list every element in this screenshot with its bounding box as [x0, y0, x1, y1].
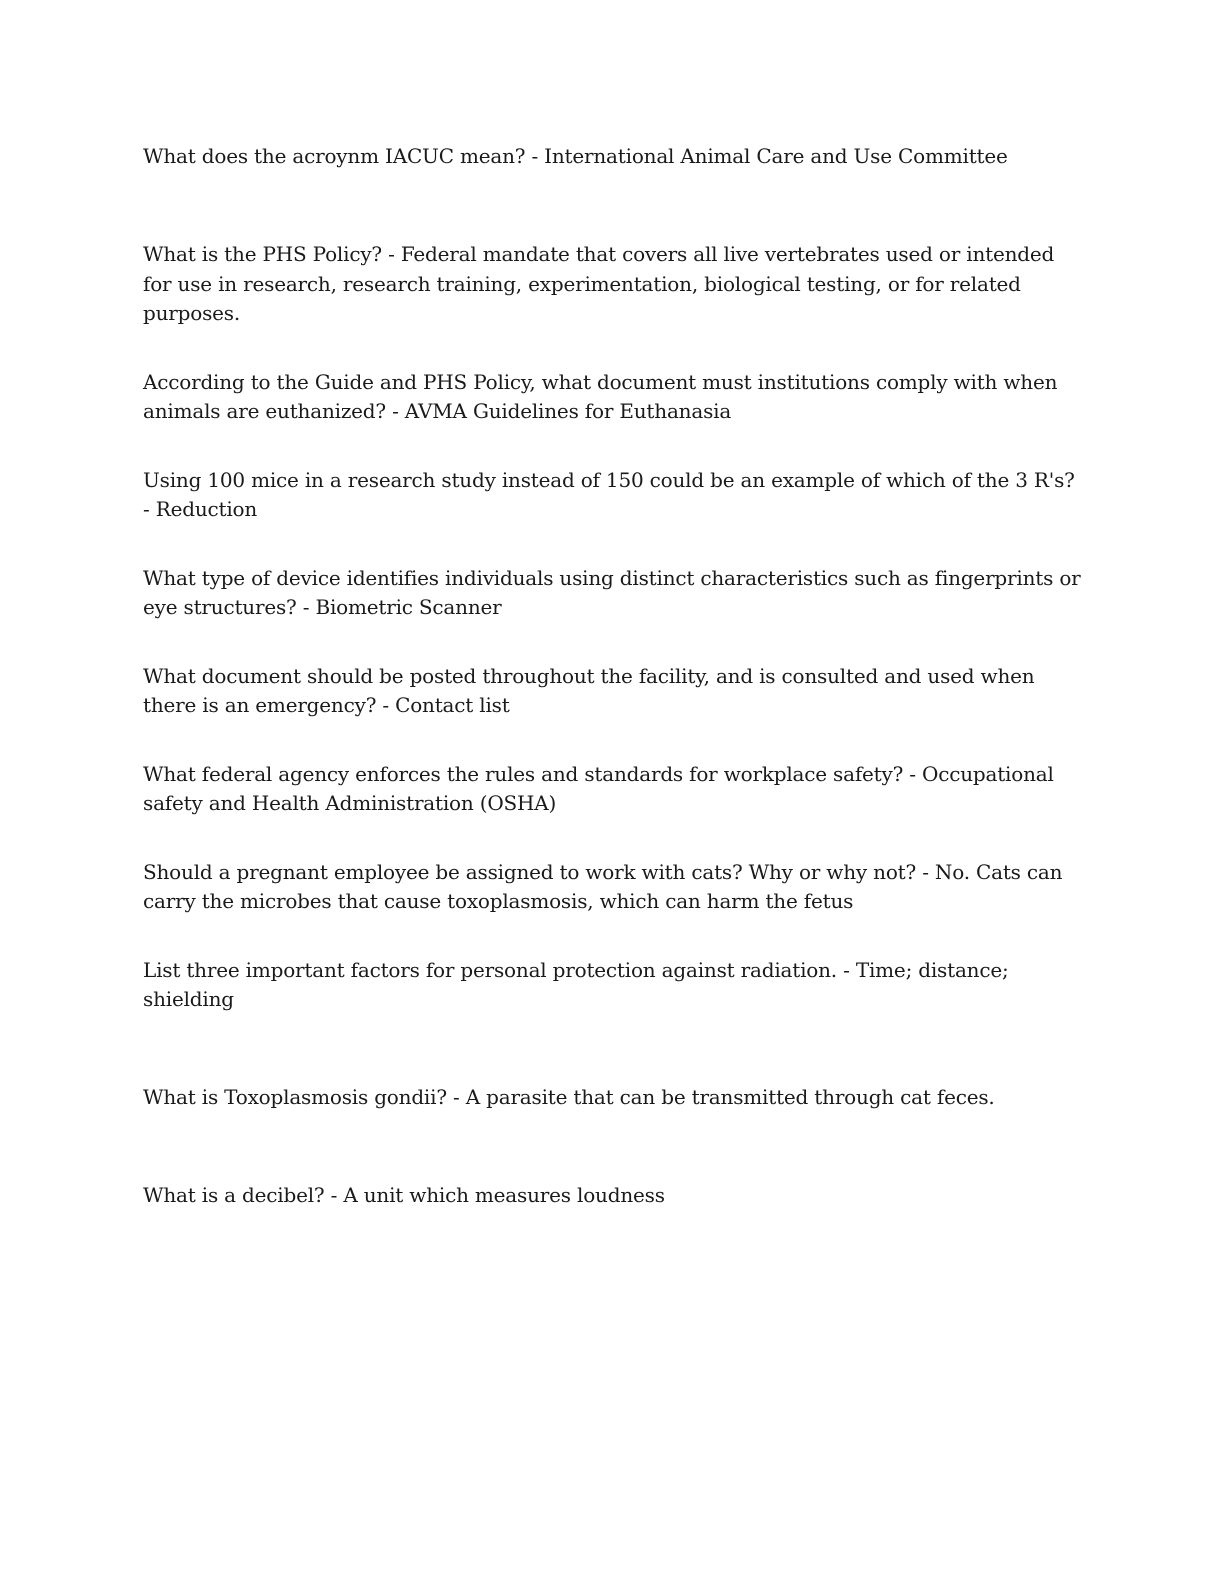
- qa-item-contact-list: What document should be posted throughout the facility, and is consulted and used when there is an emergency? - Contact list: [143, 663, 1035, 717]
- qa-item-three-rs: Using 100 mice in a research study instead of 150 could be an example of which of the 3 R's? - Reduction: [143, 467, 1075, 521]
- qa-item-toxoplasmosis: What is Toxoplasmosis gondii? - A parasite that can be transmitted through cat feces.: [143, 1085, 995, 1109]
- qa-item-radiation: List three important factors for personal protection against radiation. - Time; distance; shielding: [143, 957, 1009, 1011]
- qa-item-phs-policy: What is the PHS Policy? - Federal mandate that covers all live vertebrates used or intended for use in research, research training, experimentation, biological testing, or for related purposes.: [143, 242, 1055, 325]
- qa-item-decibel: What is a decibel? - A unit which measures loudness: [143, 1183, 665, 1207]
- qa-item-euthanasia: According to the Guide and PHS Policy, what document must institutions comply with when animals are euthanized? - AVMA Guidelines for Euthanasia: [143, 369, 1058, 423]
- qa-item-iacuc: What does the acroynm IACUC mean? - International Animal Care and Use Committee: [143, 144, 1008, 168]
- qa-item-biometric: What type of device identifies individuals using distinct characteristics such as fingerprints or eye structures? - Biometric Scanner: [143, 565, 1081, 619]
- qa-item-pregnant-cats: Should a pregnant employee be assigned to work with cats? Why or why not? - No. Cats can carry the microbes that cause toxoplasmosis, which can harm the fetus: [143, 859, 1063, 913]
- qa-item-osha: What federal agency enforces the rules and standards for workplace safety? - Occupational safety and Health Administration (OSHA): [143, 761, 1054, 815]
- qa-list: [143, 142, 1083, 1211]
